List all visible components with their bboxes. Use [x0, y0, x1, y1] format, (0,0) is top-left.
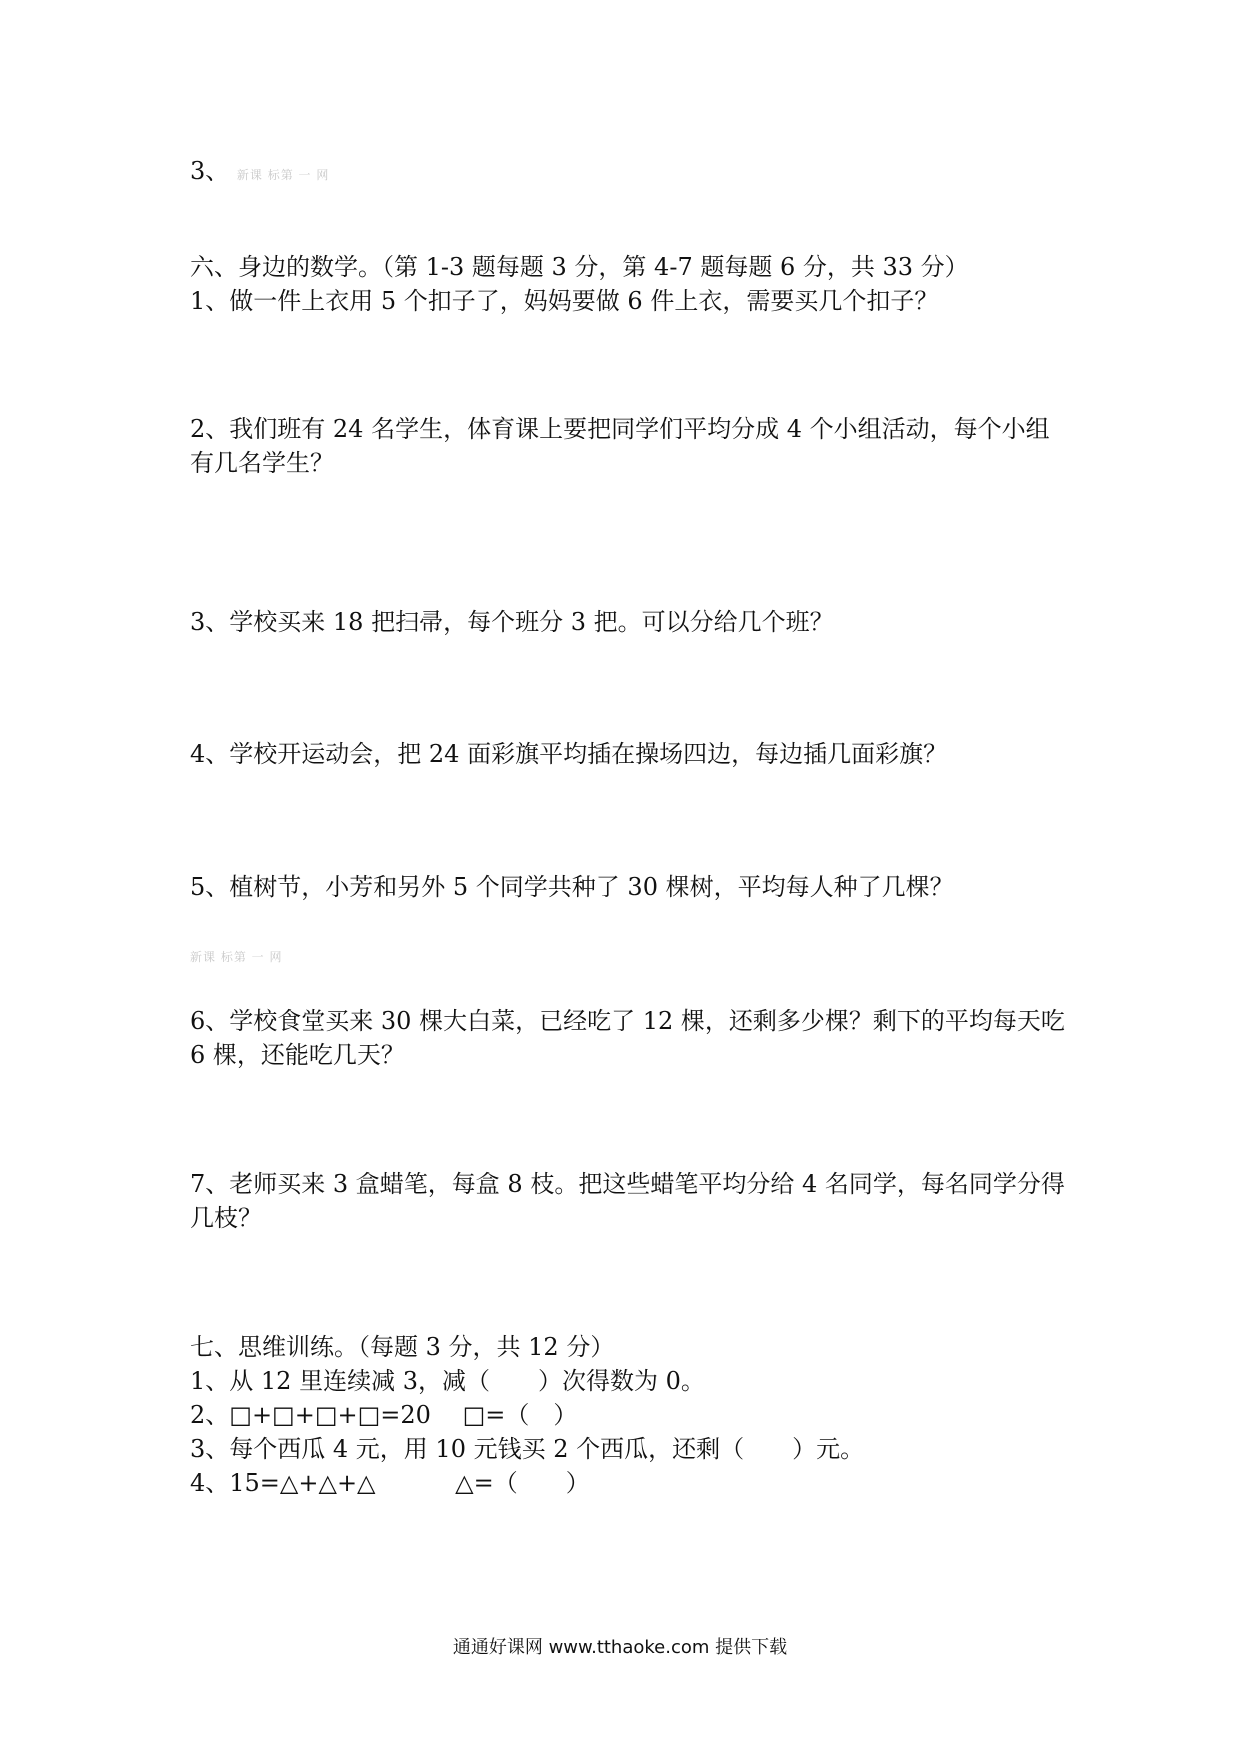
watermark-text-2: 新课 标第 一 网 — [190, 950, 283, 964]
section-7-question-1: 1、从 12 里连续减 3，减（ ）次得数为 0。 — [190, 1367, 705, 1395]
section-6-question-1: 1、做一件上衣用 5 个扣子了，妈妈要做 6 件上衣，需要买几个扣子？ — [190, 287, 939, 315]
footer-credit: 通通好课网 www.tthaoke.com 提供下载 — [452, 1637, 788, 1658]
section-7-title: 七、思维训练。（每题 3 分，共 12 分） — [190, 1333, 615, 1361]
section-6-question-2: 2、我们班有 24 名学生，体育课上要把同学们平均分成 4 个小组活动，每个小组有几名学生？ — [190, 415, 1050, 477]
top-item — [190, 154, 329, 192]
section-7-question-4: 4、15=△+△+△ △=（ ） — [190, 1469, 590, 1497]
section-6-question-3: 3、学校买来 18 把扫帚，每个班分 3 把。可以分给几个班？ — [190, 608, 834, 636]
top-item-number: 3、 — [190, 157, 230, 185]
section-7-question-3: 3、每个西瓜 4 元，用 10 元钱买 2 个西瓜，还剩（ ）元。 — [190, 1435, 865, 1463]
section-7-question-2: 2、□+□+□+□=20 □=（ ） — [190, 1401, 578, 1429]
section-6-question-7: 7、老师买来 3 盒蜡笔，每盒 8 枝。把这些蜡笔平均分给 4 名同学，每名同学分得几枝？ — [190, 1170, 1065, 1232]
section-6-question-4: 4、学校开运动会，把 24 面彩旗平均插在操场四边，每边插几面彩旗？ — [190, 740, 948, 768]
section-6-question-6: 6、学校食堂买来 30 棵大白菜，已经吃了 12 棵，还剩多少棵？剩下的平均每天吃 6 棵，还能吃几天？ — [190, 1007, 1065, 1069]
section-6-question-5: 5、植树节，小芳和另外 5 个同学共种了 30 棵树，平均每人种了几棵？ — [190, 873, 954, 901]
watermark-line — [190, 936, 282, 974]
watermark-text: 新课 标第 一 网 — [236, 168, 330, 182]
section-6-title: 六、身边的数学。（第 1-3 题每题 3 分，第 4-7 题每题 6 分，共 33 分） — [190, 253, 969, 281]
